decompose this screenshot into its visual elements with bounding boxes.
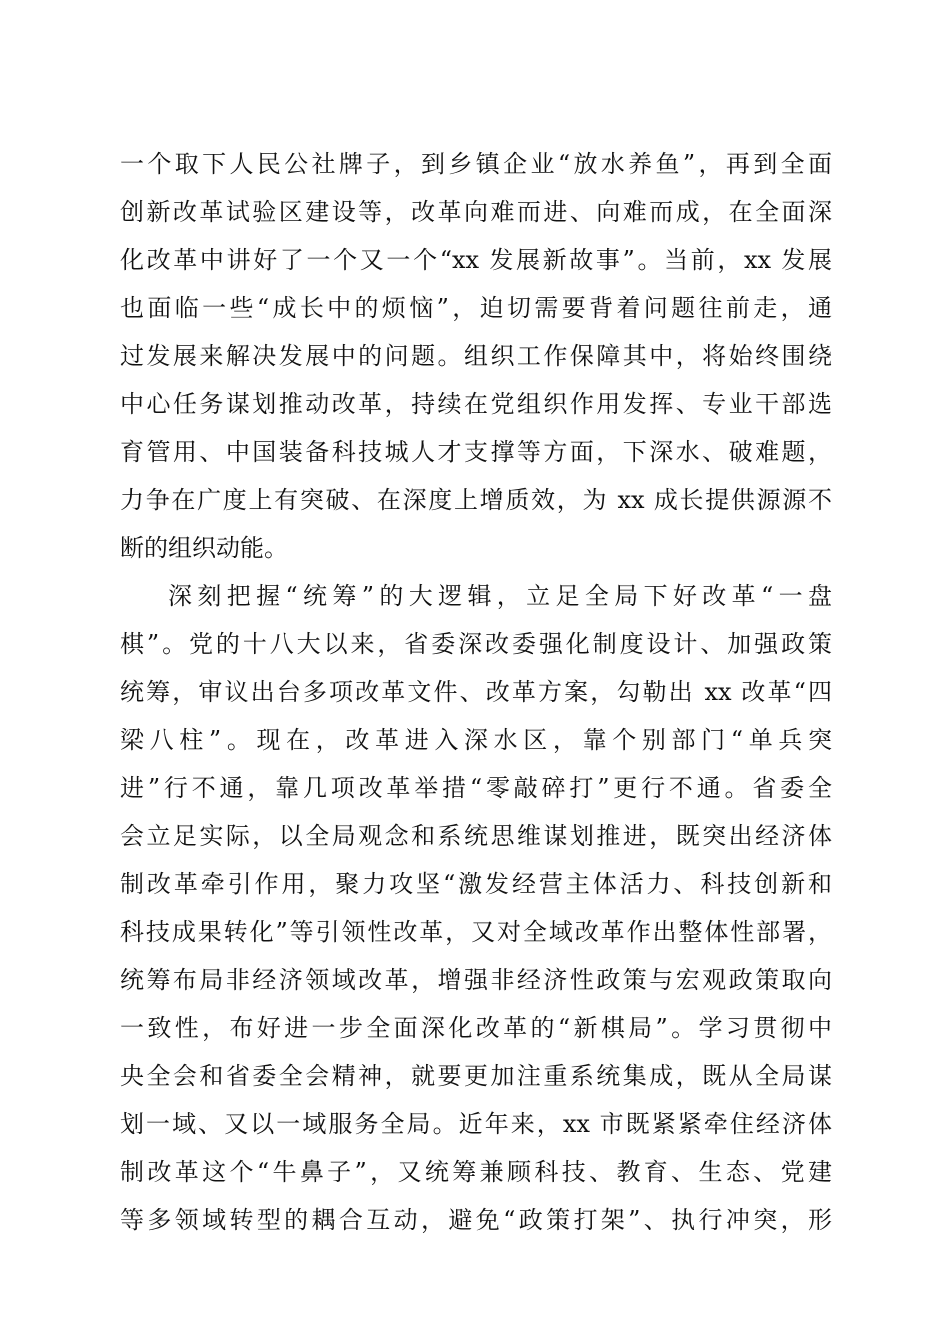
paragraph-first-line: 深刻把握“统筹”的大逻辑，立足全局下好改革“一盘 bbox=[168, 582, 832, 610]
text-line: 进”行不通，靠几项改革举措“零敲碎打”更行不通。省委全 bbox=[120, 774, 832, 802]
text-line: 也面临一些“成长中的烦恼”，迫切需要背着问题往前走，通 bbox=[120, 294, 832, 322]
text-line: 过发展来解决发展中的问题。组织工作保障其中，将始终围绕 bbox=[120, 342, 832, 370]
text-line: 化改革中讲好了一个又一个“xx 发展新故事”。当前，xx 发展 bbox=[120, 246, 832, 274]
text-line: 划一域、又以一域服务全局。近年来，xx 市既紧紧牵住经济体 bbox=[120, 1110, 832, 1138]
text-line: 等多领域转型的耦合互动，避免“政策打架”、执行冲突，形 bbox=[120, 1206, 832, 1234]
text-line: 一个取下人民公社牌子，到乡镇企业“放水养鱼”，再到全面 bbox=[120, 150, 832, 178]
document-body bbox=[120, 140, 832, 1244]
text-line: 统筹布局非经济领域改革，增强非经济性政策与宏观政策取向 bbox=[120, 966, 832, 994]
text-line: 棋”。党的十八大以来，省委深改委强化制度设计、加强政策 bbox=[120, 630, 832, 658]
text-line: 力争在广度上有突破、在深度上增质效，为 xx 成长提供源源不 bbox=[120, 486, 832, 514]
text-line: 创新改革试验区建设等，改革向难而进、向难而成，在全面深 bbox=[120, 198, 832, 226]
text-line: 科技成果转化”等引领性改革，又对全域改革作出整体性部署， bbox=[120, 918, 832, 946]
text-line: 制改革这个“牛鼻子”，又统筹兼顾科技、教育、生态、党建 bbox=[120, 1158, 832, 1186]
text-line: 央全会和省委全会精神，就要更加注重系统集成，既从全局谋 bbox=[120, 1062, 832, 1090]
text-line: 制改革牵引作用，聚力攻坚“激发经营主体活力、科技创新和 bbox=[120, 870, 832, 898]
text-line: 统筹，审议出台多项改革文件、改革方案，勾勒出 xx 改革“四 bbox=[120, 678, 832, 706]
text-line: 会立足实际，以全局观念和系统思维谋划推进，既突出经济体 bbox=[120, 822, 832, 850]
text-line: 断的组织动能。 bbox=[120, 534, 288, 562]
text-line: 一致性，布好进一步全面深化改革的“新棋局”。学习贯彻中 bbox=[120, 1014, 832, 1042]
text-line: 中心任务谋划推动改革，持续在党组织作用发挥、专业干部选 bbox=[120, 390, 832, 418]
text-line: 梁八柱”。现在，改革进入深水区，靠个别部门“单兵突 bbox=[120, 726, 832, 754]
text-line: 育管用、中国装备科技城人才支撑等方面，下深水、破难题， bbox=[120, 438, 832, 466]
